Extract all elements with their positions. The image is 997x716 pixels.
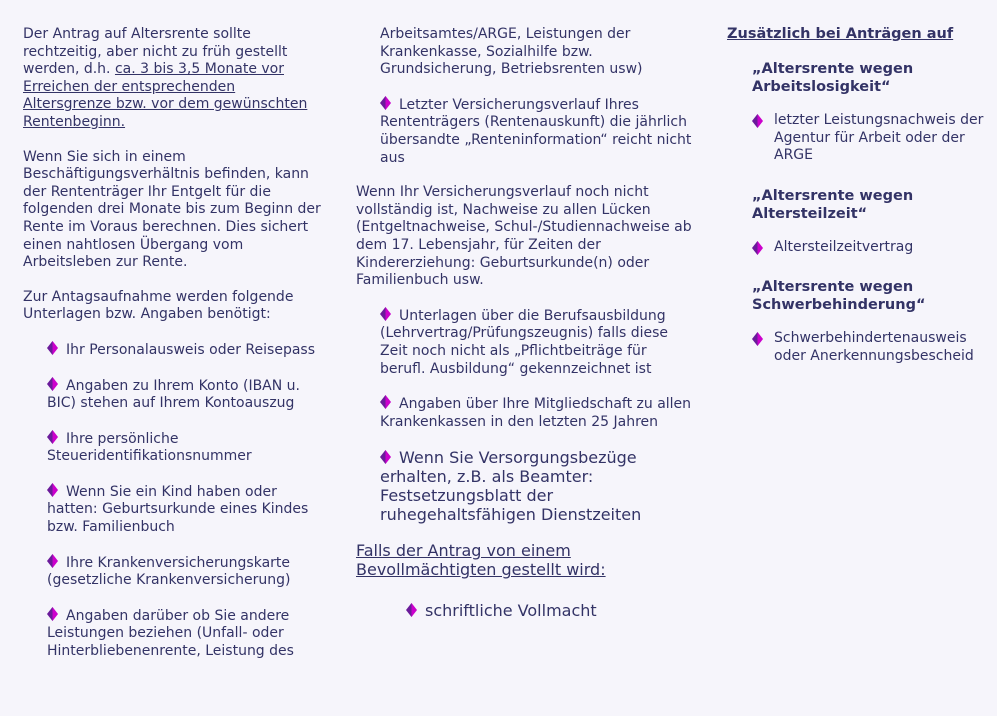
diamond-bullet-icon bbox=[47, 607, 58, 621]
list-item: Angaben zu Ihrem Konto (IBAN u. BIC) stehen auf Ihrem Kontoauszug bbox=[47, 377, 301, 412]
additional-heading[interactable]: Zusätzlich bei Anträgen auf bbox=[727, 26, 954, 42]
list-item: schriftliche Vollmacht bbox=[356, 601, 696, 620]
list-item: Angaben darüber ob Sie andere Leistungen beziehen (Unfall- oder Hinterbliebenenrente, Leistung des bbox=[47, 607, 294, 660]
intro-text: Der Antrag auf Altersrente sollte rechtzeitig, aber nicht zu früh gestellt werden, d.h. bbox=[23, 26, 288, 78]
diamond-bullet-icon bbox=[752, 332, 763, 346]
list-item: Unterlagen über die Berufsausbildung (Lehrvertrag/Prüfungszeugnis) falls diese Zeit noch nicht als „Pflichtbeiträge für berufl. Ausbildung“ gekennzeichnet ist bbox=[380, 307, 669, 377]
diamond-bullet-icon bbox=[380, 395, 391, 409]
list-item: Letzter Versicherungsverlauf Ihres Rententrägers (Rentenauskunft) die jährlich übersandte „Renteninformation“ reicht nicht aus bbox=[380, 96, 692, 166]
column-right bbox=[727, 26, 987, 388]
section-title-disability: „Altersrente wegen Schwerbehinderung“ bbox=[752, 279, 926, 314]
proxy-link[interactable]: Falls der Antrag von einem Bevollmächtigten gestellt wird: bbox=[356, 541, 606, 580]
diamond-bullet-icon bbox=[380, 450, 391, 464]
diamond-bullet-icon bbox=[752, 241, 763, 255]
diamond-bullet-icon bbox=[380, 96, 391, 110]
diamond-bullet-icon bbox=[380, 307, 391, 321]
section-title-partial-retirement: „Altersrente wegen Altersteilzeit“ bbox=[752, 187, 914, 222]
documents-list bbox=[23, 341, 323, 661]
diamond-bullet-icon bbox=[47, 377, 58, 391]
diamond-bullet-icon bbox=[47, 430, 58, 444]
intro-paragraph bbox=[23, 26, 323, 132]
deadline-link[interactable]: ca. 3 bis 3,5 Monate vor Erreichen der entsprechenden Altersgrenze bzw. vor dem gewünschten Rentenbeginn. bbox=[23, 61, 308, 130]
list-item: letzter Leistungsnachweis der Agentur für Arbeit oder der ARGE bbox=[752, 112, 987, 165]
continued-text: Arbeitsamtes/ARGE, Leistungen der Krankenkasse, Sozialhilfe bzw. Grundsicherung, Betriebsrenten usw) bbox=[380, 26, 643, 78]
employment-paragraph: Wenn Sie sich in einem Beschäftigungsverhältnis befinden, kann der Rententräger Ihr Entgelt für die folgenden drei Monate bis zum Beginn der Rente im Voraus berechnen. Dies sichert einen nahtlosen Übergang vom Arbeitsleben zur Rente. bbox=[23, 148, 321, 271]
list-item: Altersteilzeitvertrag bbox=[752, 239, 987, 257]
diamond-bullet-icon bbox=[47, 341, 58, 355]
diamond-bullet-icon bbox=[406, 603, 417, 617]
documents-intro: Zur Antagsaufnahme werden folgende Unterlagen bzw. Angaben benötigt: bbox=[23, 288, 294, 323]
list-item: Ihre Krankenversicherungskarte (gesetzliche Krankenversicherung) bbox=[47, 554, 291, 589]
gaps-paragraph: Wenn Ihr Versicherungsverlauf noch nicht vollständig ist, Nachweise zu allen Lücken (Entgeltnachweise, Schul-/Studiennachweise ab dem 17. Lebensjahr, für Zeiten der Kindererziehung: Geburtsurkunde(n) oder Familienbuch usw. bbox=[356, 184, 692, 289]
list-item: Wenn Sie Versorgungsbezüge erhalten, z.B. als Beamter: Festsetzungsblatt der ruhegehaltsfähigen Dienstzeiten bbox=[380, 448, 642, 525]
section-title-unemployment: „Altersrente wegen Arbeitslosigkeit“ bbox=[752, 61, 914, 95]
list-item: Ihr Personalausweis oder Reisepass bbox=[47, 341, 323, 360]
column-left bbox=[23, 26, 323, 678]
diamond-bullet-icon bbox=[47, 483, 58, 497]
list-item: Schwerbehindertenausweis oder Anerkennungsbescheid bbox=[752, 330, 987, 365]
list-item: Ihre persönliche Steueridentifikationsnummer bbox=[47, 430, 252, 465]
diamond-bullet-icon bbox=[47, 554, 58, 568]
column-middle bbox=[356, 26, 696, 637]
list-item: Wenn Sie ein Kind haben oder hatten: Geburtsurkunde eines Kindes bzw. Familienbuch bbox=[47, 483, 309, 536]
diamond-bullet-icon bbox=[752, 114, 763, 128]
list-item: Angaben über Ihre Mitgliedschaft zu allen Krankenkassen in den letzten 25 Jahren bbox=[380, 396, 692, 430]
